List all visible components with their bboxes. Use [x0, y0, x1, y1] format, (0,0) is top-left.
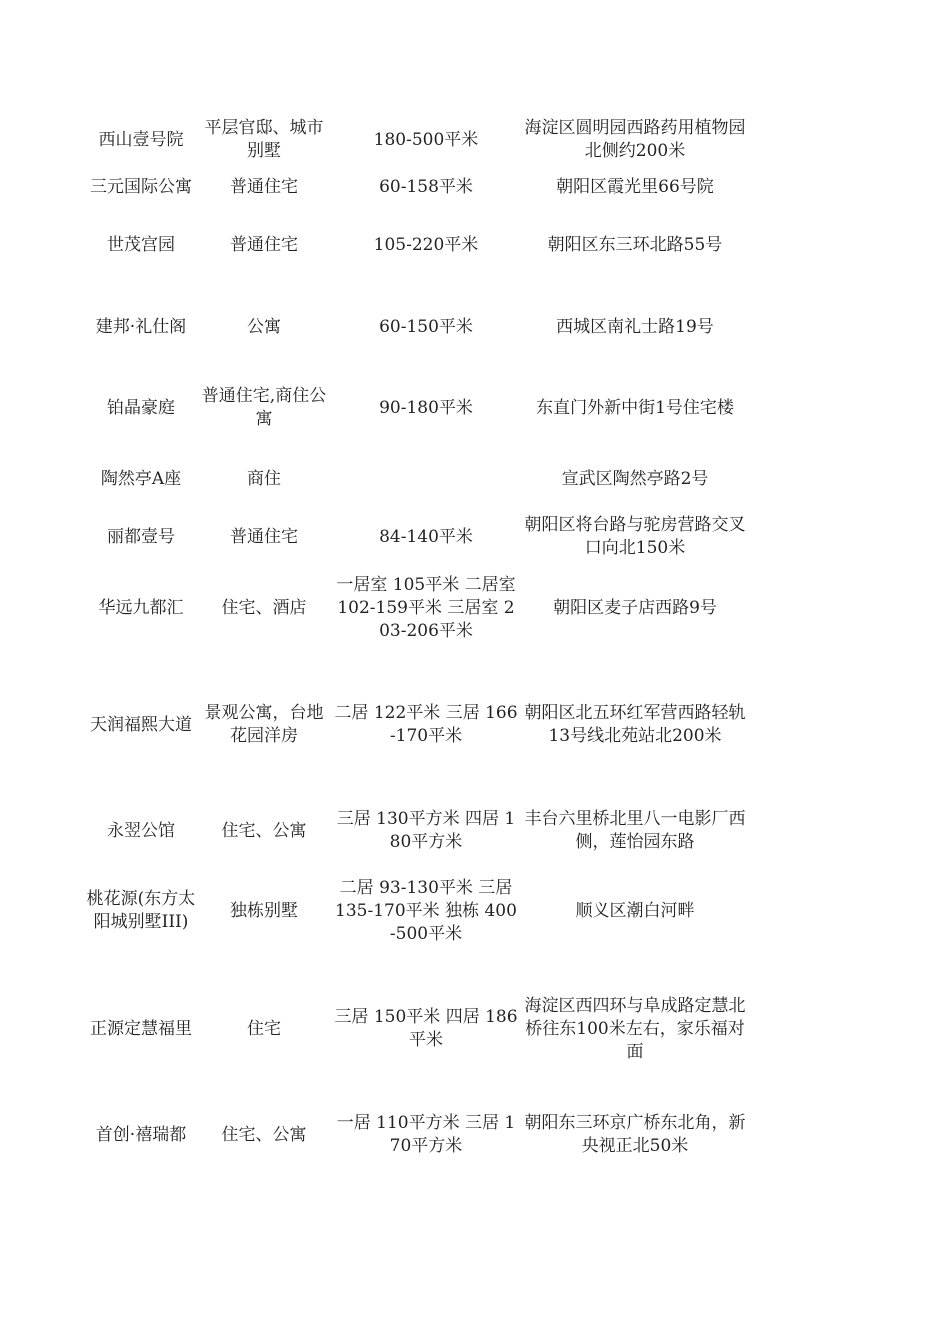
- project-name: 正源定慧福里: [90, 1018, 192, 1039]
- property-type: 普通住宅: [230, 176, 298, 197]
- address: 海淀区西四环与阜成路定慧北桥往东100米左右，家乐福对面: [524, 995, 746, 1062]
- address: 东直门外新中街1号住宅楼: [536, 397, 734, 418]
- project-name: 桃花源(东方太阳城别墅III): [86, 889, 196, 932]
- unit-area: 60-158平米: [379, 176, 473, 197]
- property-type: 普通住宅: [230, 526, 298, 547]
- property-type: 住宅、酒店: [221, 597, 307, 618]
- unit-area: 84-140平米: [379, 526, 473, 547]
- project-name: 丽都壹号: [107, 526, 175, 547]
- address: 朝阳区东三环北路55号: [547, 234, 723, 255]
- property-type: 独栋别墅: [230, 900, 298, 921]
- address: 朝阳区北五环红军营西路轻轨13号线北苑站北200米: [524, 703, 746, 746]
- unit-area: [334, 464, 518, 494]
- unit-area: 105-220平米: [373, 234, 479, 255]
- address: 顺义区潮白河畔: [575, 900, 695, 921]
- unit-area: 二居 122平米 三居 166-170平米: [334, 703, 518, 746]
- table-row: [0, 230, 950, 260]
- address: 朝阳区霞光里66号院: [556, 176, 714, 197]
- project-name: 永翌公馆: [107, 820, 175, 841]
- table-row: [0, 512, 950, 562]
- unit-area: 180-500平米: [373, 129, 479, 150]
- property-type: 普通住宅: [230, 234, 298, 255]
- unit-area: 一居 110平方米 三居 170平方米: [336, 1113, 516, 1156]
- address: 丰台六里桥北里八一电影厂西侧，莲怡园东路: [524, 809, 746, 852]
- property-type: 景观公寓，台地花园洋房: [204, 703, 324, 746]
- table-row: [0, 561, 950, 655]
- table-row: [0, 992, 950, 1066]
- table-row: [0, 1110, 950, 1160]
- table-row: [0, 700, 950, 750]
- table-row: [0, 114, 950, 166]
- property-type: 公寓: [247, 316, 281, 337]
- property-type: 住宅、公寓: [221, 820, 307, 841]
- project-name: 铂晶豪庭: [107, 397, 175, 418]
- table-row: [0, 464, 950, 494]
- property-type: 住宅、公寓: [221, 1124, 307, 1145]
- address: 朝阳区麦子店西路9号: [553, 597, 717, 618]
- property-type: 平层官邸、城市别墅: [204, 118, 324, 161]
- table-row: [0, 163, 950, 211]
- project-name: 华远九都汇: [98, 597, 184, 618]
- unit-area: 一居室 105平米 二居室 102-159平米 三居室 203-206平米: [336, 574, 516, 641]
- address: 海淀区圆明园西路药用植物园北侧约200米: [524, 118, 746, 161]
- project-name: 三元国际公寓: [90, 176, 192, 197]
- unit-area: 60-150平米: [379, 316, 473, 337]
- project-name: 陶然亭A座: [100, 468, 182, 489]
- project-name: 建邦·礼仕阁: [95, 316, 187, 337]
- table-row: [0, 874, 950, 948]
- table-row: [0, 806, 950, 856]
- address: 朝阳区将台路与驼房营路交叉口向北150米: [524, 515, 746, 558]
- project-name: 天润福熙大道: [90, 714, 192, 735]
- unit-area: 三居 130平方米 四居 180平方米: [336, 809, 516, 852]
- address: 西城区南礼士路19号: [556, 316, 714, 337]
- project-name: 世茂宫园: [107, 234, 175, 255]
- property-type: 普通住宅,商住公寓: [201, 386, 327, 429]
- property-type: 商住: [247, 468, 281, 489]
- project-name: 西山壹号院: [98, 129, 184, 150]
- unit-area: 三居 150平米 四居 186平米: [334, 1007, 518, 1050]
- project-name: 首创·禧瑞都: [95, 1124, 187, 1145]
- property-type: 住宅: [247, 1018, 281, 1039]
- table-row: [0, 302, 950, 352]
- address: 宣武区陶然亭路2号: [561, 468, 709, 489]
- unit-area: 90-180平米: [379, 397, 473, 418]
- table-row: [0, 384, 950, 432]
- address: 朝阳东三环京广桥东北角，新央视正北50米: [524, 1113, 746, 1156]
- unit-area: 二居 93-130平米 三居 135-170平米 独栋 400-500平米: [335, 877, 517, 944]
